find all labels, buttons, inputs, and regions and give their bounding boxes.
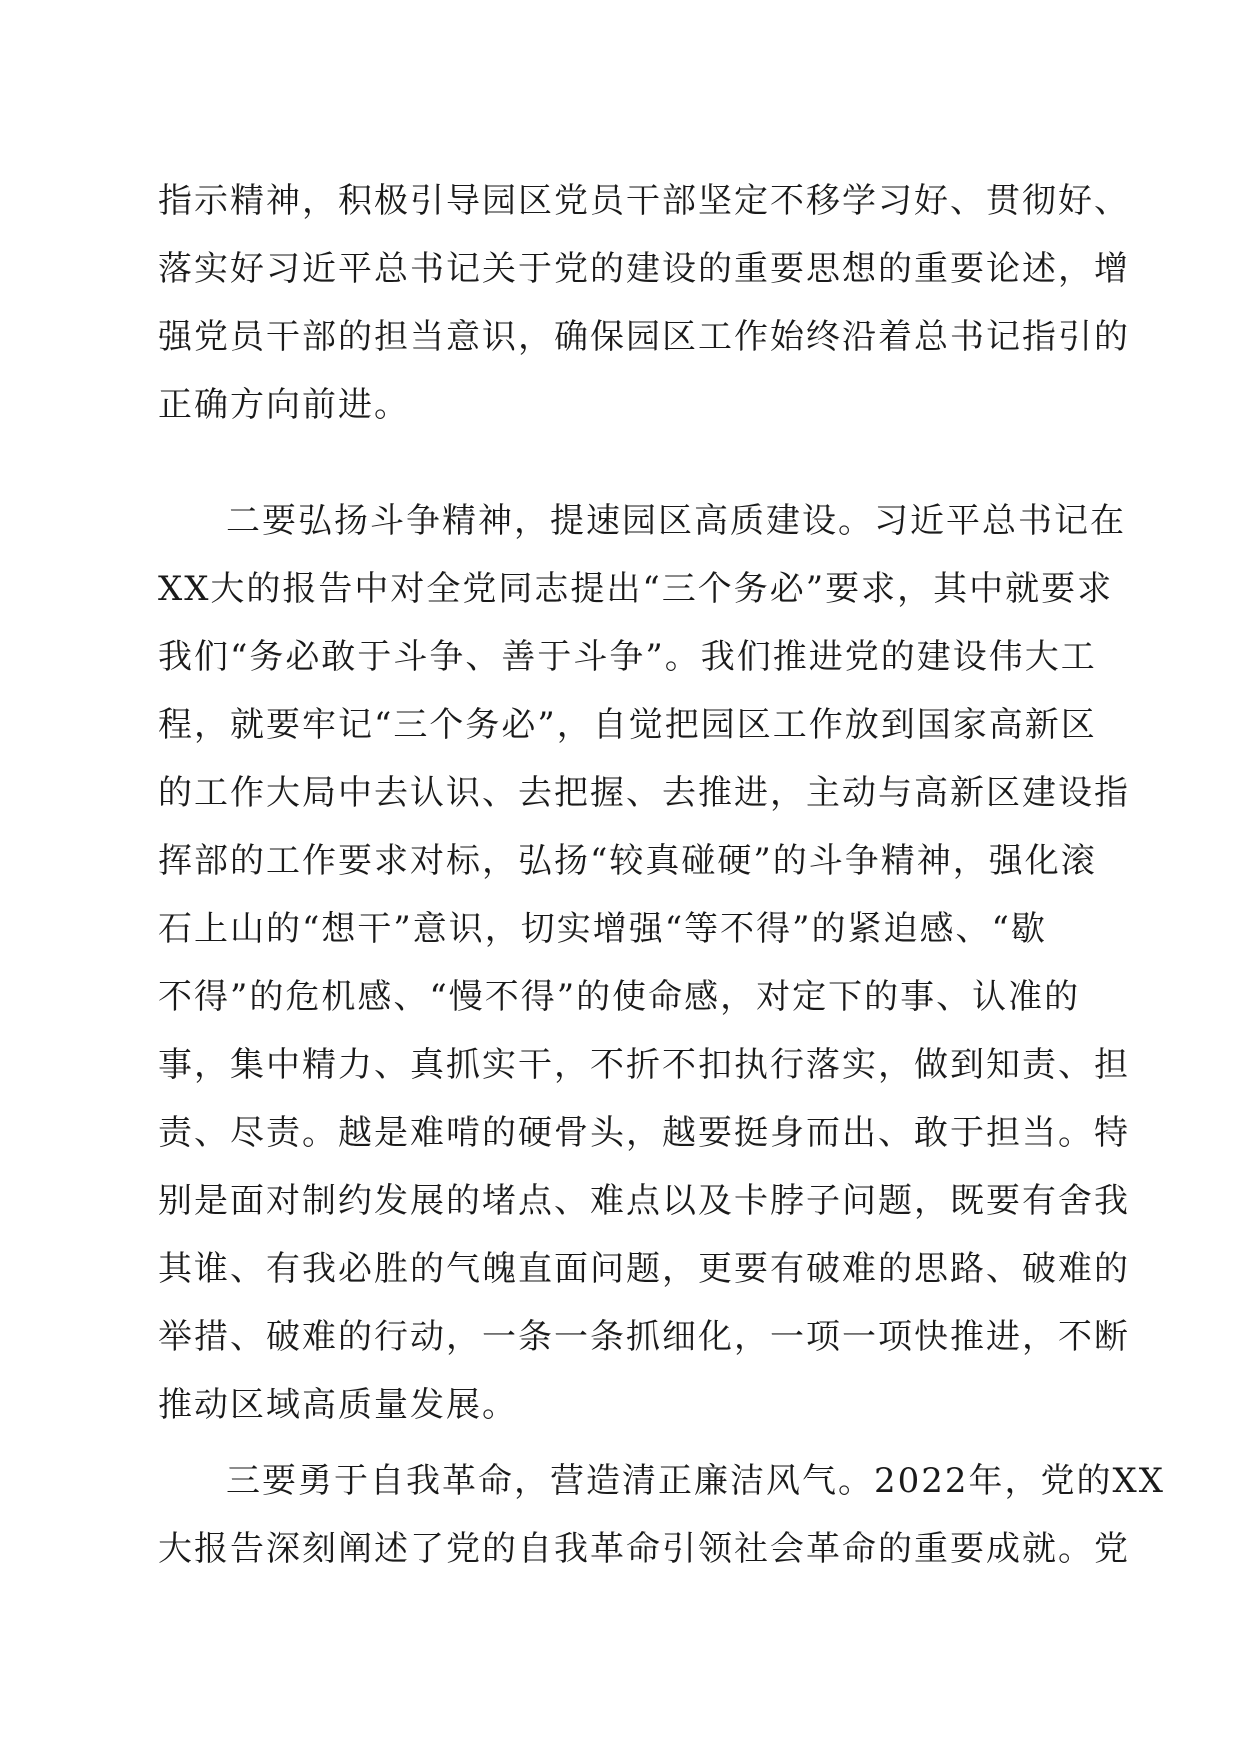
- text-line: 大报告深刻阐述了党的自我革命引领社会革命的重要成就。党: [158, 1529, 1130, 1569]
- text-line: 其谁、有我必胜的气魄直面问题，更要有破难的思路、破难的: [158, 1249, 1130, 1289]
- text-line: 别是面对制约发展的堵点、难点以及卡脖子问题，既要有舍我: [158, 1181, 1130, 1221]
- text-line: 石上山的“想干”意识，切实增强“等不得”的紧迫感、“歇: [158, 909, 1047, 949]
- text-line: 强党员干部的担当意识，确保园区工作始终沿着总书记指引的: [158, 317, 1130, 357]
- text-line: 落实好习近平总书记关于党的建设的重要思想的重要论述，增: [158, 249, 1130, 289]
- text-line: 举措、破难的行动，一条一条抓细化，一项一项快推进，不断: [158, 1317, 1130, 1357]
- text-line: 的工作大局中去认识、去把握、去推进，主动与高新区建设指: [158, 773, 1130, 813]
- text-line: 二要弘扬斗争精神，提速园区高质建设。习近平总书记在: [226, 501, 1126, 541]
- text-line: 指示精神，积极引导园区党员干部坚定不移学习好、贯彻好、: [158, 181, 1130, 221]
- text-line: 程，就要牢记“三个务必”，自觉把园区工作放到国家高新区: [158, 705, 1097, 745]
- paragraph-self-revolution: [158, 1447, 1165, 1583]
- text-line: 正确方向前进。: [158, 385, 410, 425]
- text-line: 推动区域高质量发展。: [158, 1385, 518, 1425]
- text-line: 我们“务必敢于斗争、善于斗争”。我们推进党的建设伟大工: [158, 637, 1097, 677]
- text-line: 挥部的工作要求对标，弘扬“较真碰硬”的斗争精神，强化滚: [158, 841, 1097, 881]
- text-line: 责、尽责。越是难啃的硬骨头，越要挺身而出、敢于担当。特: [158, 1113, 1130, 1153]
- paragraph-continuation: [158, 167, 1130, 439]
- text-line: 不得”的危机感、“慢不得”的使命感，对定下的事、认准的: [158, 977, 1081, 1017]
- text-line: XX大的报告中对全党同志提出“三个务必”要求，其中就要求: [158, 569, 1114, 609]
- text-line: 三要勇于自我革命，营造清正廉洁风气。2022年，党的XX: [226, 1461, 1165, 1501]
- text-line: 事，集中精力、真抓实干，不折不扣执行落实，做到知责、担: [158, 1045, 1130, 1085]
- paragraph-struggle-spirit: [158, 487, 1130, 1439]
